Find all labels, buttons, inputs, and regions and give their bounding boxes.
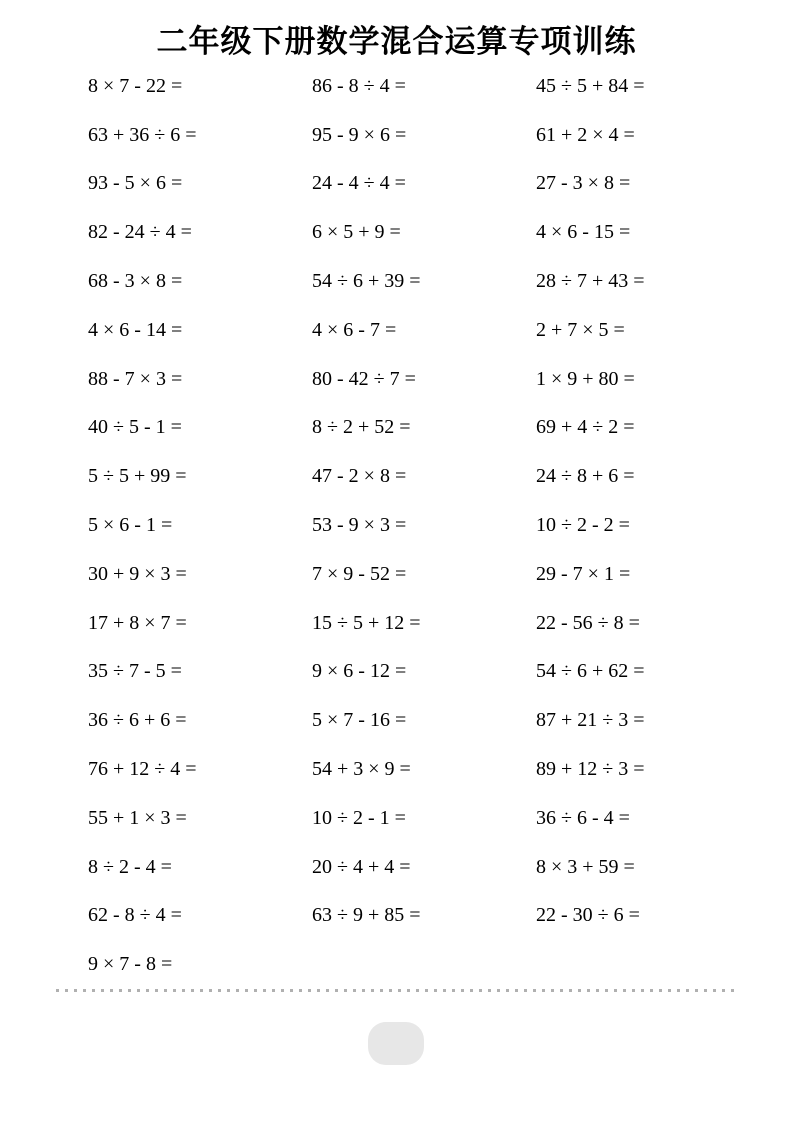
- math-problem: 1 × 9 + 80 =: [536, 367, 635, 390]
- math-problem: 8 ÷ 2 - 4 =: [88, 855, 172, 878]
- math-problem: 55 + 1 × 3 =: [88, 806, 187, 829]
- math-problem: 62 - 8 ÷ 4 =: [88, 904, 182, 927]
- math-problem: 54 ÷ 6 + 62 =: [536, 660, 645, 683]
- math-problem: 10 ÷ 2 - 1 =: [312, 806, 406, 829]
- dashed-divider: [56, 989, 738, 992]
- math-problem: 10 ÷ 2 - 2 =: [536, 514, 630, 537]
- math-problem: 17 + 8 × 7 =: [88, 611, 187, 634]
- math-problem: 45 ÷ 5 + 84 =: [536, 74, 645, 97]
- math-problem: 88 - 7 × 3 =: [88, 367, 183, 390]
- math-problem: 22 - 30 ÷ 6 =: [536, 904, 640, 927]
- math-problem: 8 × 7 - 22 =: [88, 74, 183, 97]
- math-problem: 24 ÷ 8 + 6 =: [536, 465, 635, 488]
- math-problem: 36 ÷ 6 - 4 =: [536, 806, 630, 829]
- math-problem: 63 ÷ 9 + 85 =: [312, 904, 421, 927]
- math-problem: 54 ÷ 6 + 39 =: [312, 270, 421, 293]
- math-problem: 5 × 6 - 1 =: [88, 514, 173, 537]
- math-problem: 9 × 7 - 8 =: [88, 953, 173, 976]
- math-problem: 95 - 9 × 6 =: [312, 123, 407, 146]
- math-problem: 4 × 6 - 14 =: [88, 318, 183, 341]
- math-problem: 76 + 12 ÷ 4 =: [88, 758, 197, 781]
- math-problem: 22 - 56 ÷ 8 =: [536, 611, 640, 634]
- math-problem: 86 - 8 ÷ 4 =: [312, 74, 406, 97]
- math-problem: 7 × 9 - 52 =: [312, 562, 407, 585]
- math-problem: 80 - 42 ÷ 7 =: [312, 367, 416, 390]
- math-problem: 63 + 36 ÷ 6 =: [88, 123, 197, 146]
- math-problem: 15 ÷ 5 + 12 =: [312, 611, 421, 634]
- math-problem: 89 + 12 ÷ 3 =: [536, 758, 645, 781]
- page-indicator-pill: [368, 1022, 424, 1065]
- math-problem: 87 + 21 ÷ 3 =: [536, 709, 645, 732]
- math-problem: 53 - 9 × 3 =: [312, 514, 407, 537]
- math-problem: 2 + 7 × 5 =: [536, 318, 625, 341]
- math-problem: 6 × 5 + 9 =: [312, 221, 401, 244]
- math-problem: 4 × 6 - 15 =: [536, 221, 631, 244]
- math-problem: 9 × 6 - 12 =: [312, 660, 407, 683]
- math-problem: 36 ÷ 6 + 6 =: [88, 709, 187, 732]
- math-problem: 40 ÷ 5 - 1 =: [88, 416, 182, 439]
- math-problem: 54 + 3 × 9 =: [312, 758, 411, 781]
- math-problem: 47 - 2 × 8 =: [312, 465, 407, 488]
- math-problem: 28 ÷ 7 + 43 =: [536, 270, 645, 293]
- problems-grid: [88, 62, 761, 989]
- math-problem: 93 - 5 × 6 =: [88, 172, 183, 195]
- math-problem: 35 ÷ 7 - 5 =: [88, 660, 182, 683]
- math-problem: 29 - 7 × 1 =: [536, 562, 631, 585]
- math-problem: 27 - 3 × 8 =: [536, 172, 631, 195]
- math-problem: 82 - 24 ÷ 4 =: [88, 221, 192, 244]
- math-problem: 20 ÷ 4 + 4 =: [312, 855, 411, 878]
- math-problem: 61 + 2 × 4 =: [536, 123, 635, 146]
- page-title: 二年级下册数学混合运算专项训练: [156, 24, 637, 59]
- math-problem: 30 + 9 × 3 =: [88, 562, 187, 585]
- math-problem: 5 ÷ 5 + 99 =: [88, 465, 187, 488]
- math-problem: 24 - 4 ÷ 4 =: [312, 172, 406, 195]
- math-problem: 8 × 3 + 59 =: [536, 855, 635, 878]
- math-problem: 8 ÷ 2 + 52 =: [312, 416, 411, 439]
- math-problem: 5 × 7 - 16 =: [312, 709, 407, 732]
- math-problem: 4 × 6 - 7 =: [312, 318, 397, 341]
- math-problem: 69 + 4 ÷ 2 =: [536, 416, 635, 439]
- math-problem: 68 - 3 × 8 =: [88, 270, 183, 293]
